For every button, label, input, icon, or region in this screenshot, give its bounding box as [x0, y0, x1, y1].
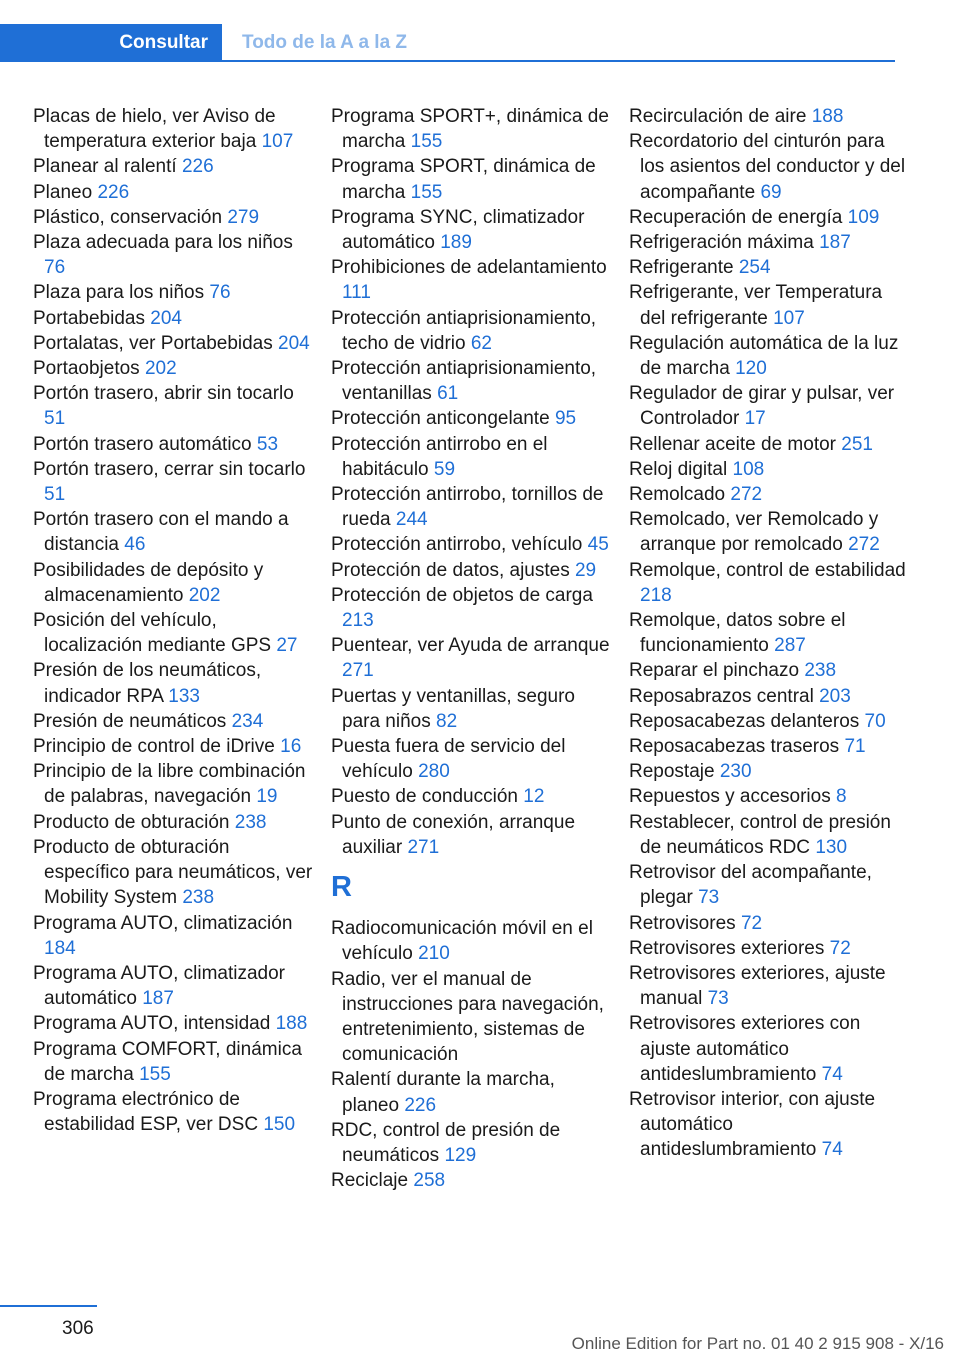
- index-entry: [33, 280, 313, 305]
- page-link[interactable]: 244: [395, 509, 428, 531]
- edition-note: Online Edition for Part no. 01 40 2 915 908 - X/16: [571, 1334, 944, 1353]
- index-entry-text: Puentear, ver Ayuda de arranque: [331, 635, 610, 657]
- page-link[interactable]: 279: [227, 206, 260, 228]
- index-entry: [331, 406, 611, 431]
- index-entry: [629, 734, 909, 759]
- index-entry-text: Reloj digital: [629, 458, 728, 480]
- index-entry-text: Reposacabezas delanteros: [629, 710, 860, 732]
- footer-rule: [0, 1305, 97, 1307]
- index-entry: [331, 558, 611, 583]
- index-column-1: [33, 104, 313, 1137]
- page-link[interactable]: 187: [142, 988, 174, 1010]
- index-entry-text: Planeo: [33, 181, 93, 203]
- page-link[interactable]: 238: [804, 660, 837, 682]
- page-link[interactable]: 109: [847, 206, 880, 228]
- index-entry: [331, 810, 611, 860]
- index-entry: [33, 104, 313, 154]
- index-entry-text: Puertas y ventanillas, seguro para niños: [331, 685, 575, 732]
- index-entry: [331, 583, 611, 633]
- page-link[interactable]: 17: [744, 408, 766, 430]
- index-entry-text: Regulación automática de la luz de marcha: [629, 332, 899, 380]
- page-link[interactable]: 27: [276, 635, 298, 657]
- index-entry: [331, 104, 611, 154]
- page-link[interactable]: 203: [819, 685, 851, 707]
- page-link[interactable]: 120: [735, 358, 767, 380]
- index-entry-text: Retrovisor interior, con ajuste automático antideslumbramiento: [629, 1088, 876, 1161]
- page-link[interactable]: 72: [740, 912, 763, 934]
- index-entry: [331, 1118, 611, 1168]
- index-entry: [629, 280, 909, 330]
- page-link[interactable]: 204: [278, 332, 310, 354]
- index-entry-text: Protección antirrobo en el habitáculo: [331, 433, 548, 480]
- index-entry-text: Producto de obturación específico para neumáticos, ver Mobility System: [33, 836, 313, 909]
- index-entry-text: Rellenar aceite de motor: [629, 433, 836, 455]
- index-entry: [629, 507, 909, 557]
- page-link[interactable]: 204: [150, 307, 182, 329]
- index-entry: [629, 709, 909, 734]
- index-entry-text: Programa electrónico de estabilidad ESP, ver DSC: [33, 1088, 259, 1136]
- index-entry-text: Protección de objetos de carga: [331, 584, 593, 606]
- index-entry: [629, 1087, 909, 1163]
- index-entry-text: Principio de control de iDrive: [33, 736, 275, 758]
- index-entry-text: Puesto de conducción: [331, 786, 518, 808]
- page-link[interactable]: 271: [342, 660, 374, 682]
- index-entry: [33, 835, 313, 911]
- index-entry: [629, 658, 909, 683]
- index-entry-text: Retrovisores exteriores, ajuste manual: [629, 962, 886, 1010]
- page-link[interactable]: 150: [263, 1114, 296, 1136]
- index-entry-text: Repuestos y accesorios: [629, 786, 831, 808]
- tab-todo-a-z[interactable]: [242, 24, 407, 62]
- page-link[interactable]: 202: [144, 358, 177, 380]
- index-entry-text: Protección antirrobo, tornillos de rueda: [331, 484, 604, 531]
- index-entry: [629, 255, 909, 280]
- page-link[interactable]: 130: [815, 836, 848, 858]
- index-entry-text: RDC, control de presión de neumáticos: [331, 1119, 561, 1166]
- index-entry: [629, 911, 909, 936]
- page-link[interactable]: 155: [139, 1063, 171, 1085]
- index-entry: [33, 180, 313, 205]
- index-entry-text: Refrigerante, ver Temperatura del refrigerante: [629, 282, 883, 329]
- page-link[interactable]: 272: [848, 534, 880, 556]
- index-entry-text: Protección anticongelante: [331, 408, 550, 430]
- index-entry: [629, 860, 909, 910]
- index-entry: [629, 961, 909, 1011]
- index-entry-text: Ralentí durante la marcha, planeo: [331, 1069, 555, 1116]
- index-entry-text: Portón trasero, cerrar sin tocarlo: [33, 458, 306, 480]
- index-entry-text: Regulador de girar y pulsar, ver Controlador: [629, 383, 895, 430]
- index-entry: [33, 759, 313, 809]
- page-link[interactable]: 155: [410, 181, 443, 203]
- index-entry-text: Reparar el pinchazo: [629, 660, 800, 682]
- page-link[interactable]: 238: [182, 887, 215, 909]
- index-entry-text: Portón trasero automático: [33, 433, 252, 455]
- index-entry: [33, 1087, 313, 1137]
- index-entry: [629, 1011, 909, 1087]
- index-entry: [629, 381, 909, 431]
- index-entry: [629, 608, 909, 658]
- page-link[interactable]: 238: [234, 811, 267, 833]
- page-link[interactable]: 272: [730, 484, 763, 506]
- index-entry-text: Programa SPORT, dinámica de marcha: [331, 156, 596, 203]
- index-entry: [33, 1011, 313, 1036]
- index-entry-text: Programa AUTO, intensidad: [33, 1013, 271, 1035]
- index-entry-text: Programa AUTO, climatización: [33, 912, 293, 934]
- index-entry-text: Puesta fuera de servicio del vehículo: [331, 736, 566, 783]
- index-entry-text: Repostaje: [629, 761, 715, 783]
- page-link[interactable]: 12: [523, 786, 545, 808]
- index-entry: [629, 784, 909, 809]
- page-link[interactable]: 62: [470, 332, 492, 354]
- index-entry: [629, 457, 909, 482]
- index-entry-text: Refrigerante: [629, 257, 734, 279]
- page-link[interactable]: 226: [404, 1094, 437, 1116]
- page-link[interactable]: 53: [256, 433, 279, 455]
- index-entry-text: Programa SYNC, climatizador automático: [331, 206, 585, 254]
- index-entry-text: Portalatas, ver Portabebidas: [33, 332, 273, 354]
- page-link[interactable]: 61: [437, 383, 459, 405]
- page-link[interactable]: 251: [841, 433, 873, 455]
- index-entry-text: Plaza para los niños: [33, 282, 205, 304]
- page-link[interactable]: 226: [181, 156, 214, 178]
- index-entry-text: Protección antiaprisionamiento, techo de vidrio: [331, 307, 597, 354]
- index-entry: [331, 916, 611, 966]
- index-entry-text: Remolcado: [629, 484, 726, 506]
- index-column-3: [629, 104, 909, 1163]
- index-entry: [331, 633, 611, 683]
- index-entry-text: Principio de la libre combinación de palabras, navegación: [33, 761, 306, 808]
- index-entry-text: Protección antiaprisionamiento, ventanillas: [331, 358, 597, 405]
- index-entry: [331, 255, 611, 305]
- index-entry-text: Placas de hielo, ver Aviso de temperatura exterior baja: [33, 106, 276, 153]
- page-link[interactable]: 111: [342, 282, 371, 304]
- page-link[interactable]: 51: [44, 484, 66, 506]
- index-entry-text: Remolcado, ver Remolcado y arranque por remolcado: [629, 509, 879, 556]
- index-entry: [331, 1067, 611, 1117]
- page-link[interactable]: 133: [168, 685, 200, 707]
- index-entry-text: Recordatorio del cinturón para los asientos del conductor y del acompañante: [629, 131, 906, 203]
- page-link[interactable]: 72: [829, 937, 851, 959]
- page-link[interactable]: 45: [587, 534, 609, 556]
- index-entry: [331, 734, 611, 784]
- page-link[interactable]: 184: [44, 937, 76, 959]
- page-link[interactable]: 73: [698, 887, 720, 909]
- index-entry-text: Remolque, control de estabilidad: [629, 559, 906, 581]
- page-link[interactable]: 108: [732, 458, 765, 480]
- page-link[interactable]: 82: [436, 710, 458, 732]
- index-entry-text: Radio, ver el manual de instrucciones para navegación, entretenimiento, sistemas de comunicación: [331, 968, 604, 1066]
- page-link[interactable]: 8: [836, 786, 847, 808]
- index-entry: [331, 306, 611, 356]
- index-entry-text: Programa AUTO, climatizador automático: [33, 962, 286, 1010]
- index-entry: [331, 1168, 611, 1193]
- index-entry-text: Radiocomunicación móvil en el vehículo: [331, 918, 593, 965]
- page-link[interactable]: 188: [275, 1013, 308, 1035]
- index-entry-text: Refrigeración máxima: [629, 232, 814, 254]
- page-link[interactable]: 210: [418, 943, 450, 965]
- page-link[interactable]: 107: [773, 307, 805, 329]
- index-entry: [629, 558, 909, 608]
- page-link[interactable]: 71: [844, 736, 866, 758]
- index-entry: [629, 104, 909, 129]
- index-entry-text: Plástico, conservación: [33, 206, 223, 228]
- index-entry: [33, 1037, 313, 1087]
- page-link[interactable]: 74: [821, 1063, 843, 1085]
- page-link[interactable]: 155: [410, 131, 443, 153]
- index-entry-text: Retrovisores exteriores con ajuste automático antideslumbramiento: [629, 1013, 861, 1085]
- index-entry: [629, 759, 909, 784]
- index-entry-text: Presión de los neumáticos, indicador RPA: [33, 660, 262, 707]
- index-entry-text: Reposabrazos central: [629, 685, 814, 707]
- page-link[interactable]: 202: [188, 584, 221, 606]
- index-entry-text: Portón trasero, abrir sin tocarlo: [33, 383, 294, 405]
- index-entry-text: Reciclaje: [331, 1170, 409, 1192]
- index-entry-text: Producto de obturación: [33, 811, 230, 833]
- page-link[interactable]: 16: [280, 736, 302, 758]
- page-link[interactable]: 69: [760, 181, 782, 203]
- page-link[interactable]: 74: [821, 1139, 843, 1161]
- index-entry: [629, 129, 909, 205]
- index-entry: [33, 432, 313, 457]
- page-link[interactable]: 218: [640, 584, 672, 606]
- index-entry: [629, 331, 909, 381]
- index-entry-text: Retrovisores: [629, 912, 736, 934]
- page-link[interactable]: 95: [554, 408, 577, 430]
- index-entry: [33, 558, 313, 608]
- index-entry: [33, 961, 313, 1011]
- index-entry: [33, 356, 313, 381]
- index-entry: [33, 507, 313, 557]
- index-entry-text: Punto de conexión, arranque auxiliar: [331, 811, 576, 858]
- page-number: 306: [62, 1318, 94, 1339]
- index-entry: [33, 154, 313, 179]
- index-entry: [33, 306, 313, 331]
- index-entry-text: Portabebidas: [33, 307, 145, 329]
- index-entry-text: Planear al ralentí: [33, 156, 177, 178]
- index-entry: [629, 482, 909, 507]
- page-link[interactable]: 234: [231, 710, 264, 732]
- page-link[interactable]: 29: [574, 559, 597, 581]
- page-link[interactable]: 226: [97, 181, 130, 203]
- index-entry: [331, 154, 611, 204]
- index-entry: [331, 432, 611, 482]
- page-link[interactable]: 76: [44, 257, 66, 279]
- section-letter: R: [331, 871, 352, 904]
- index-entry-text: Plaza adecuada para los niños: [33, 232, 293, 254]
- index-entry-text: Protección de datos, ajustes: [331, 559, 570, 581]
- page-link[interactable]: 189: [440, 232, 472, 254]
- page-link[interactable]: 59: [433, 458, 456, 480]
- index-column-2: [331, 104, 611, 1193]
- page-link[interactable]: 254: [738, 257, 771, 279]
- page-link[interactable]: 129: [444, 1144, 477, 1166]
- page-link[interactable]: 46: [124, 534, 146, 556]
- index-entry: [331, 482, 611, 532]
- index-entry-text: Recuperación de energía: [629, 206, 843, 228]
- page-link[interactable]: 230: [719, 761, 752, 783]
- index-entry: [331, 356, 611, 406]
- page-link[interactable]: 188: [811, 106, 844, 127]
- index-entry: [331, 784, 611, 809]
- index-entry: [33, 230, 313, 280]
- index-entry: [33, 457, 313, 507]
- tab-consultar-label: Consultar: [119, 32, 208, 53]
- page-link[interactable]: 280: [418, 761, 450, 783]
- index-entry: [331, 532, 611, 557]
- page-link[interactable]: 107: [261, 131, 294, 153]
- index-entry: [33, 734, 313, 759]
- index-entry: [629, 205, 909, 230]
- index-entry: [33, 658, 313, 708]
- index-entry-text: Remolque, datos sobre el funcionamiento: [629, 610, 846, 657]
- index-entry: [33, 205, 313, 230]
- index-entry: [331, 205, 611, 255]
- index-entry: [331, 967, 611, 1068]
- index-entry: [33, 709, 313, 734]
- page-link[interactable]: 51: [44, 408, 66, 430]
- index-entry: [33, 608, 313, 658]
- index-entry-text: Posibilidades de depósito y almacenamiento: [33, 559, 264, 606]
- index-entry-text: Reposacabezas traseros: [629, 736, 840, 758]
- page-link[interactable]: 271: [407, 836, 440, 858]
- page-link[interactable]: 287: [774, 635, 806, 657]
- index-entry-text: Retrovisores exteriores: [629, 937, 825, 959]
- index-entry: [33, 331, 313, 356]
- tab-todo-a-z-label: Todo de la A a la Z: [242, 32, 408, 53]
- index-entry-text: Presión de neumáticos: [33, 710, 227, 732]
- index-entry-text: Restablecer, control de presión de neumáticos RDC: [629, 811, 891, 858]
- index-entry: [629, 230, 909, 255]
- index-entry-text: Posición del vehículo, localización mediante GPS: [33, 610, 272, 657]
- index-entry: [629, 432, 909, 457]
- index-entry: [629, 684, 909, 709]
- page-link[interactable]: 70: [864, 710, 886, 732]
- index-entry: [629, 810, 909, 860]
- index-entry-text: Programa COMFORT, dinámica de marcha: [33, 1038, 302, 1085]
- page-link[interactable]: 19: [256, 786, 278, 808]
- index-entry: [331, 684, 611, 734]
- index-entry-text: Prohibiciones de adelantamiento: [331, 257, 607, 279]
- header-rule: [0, 60, 895, 62]
- page-link[interactable]: 187: [819, 232, 851, 254]
- index-entry-text: Programa SPORT+, dinámica de marcha: [331, 106, 609, 153]
- index-entry: [33, 381, 313, 431]
- index-entry-text: Protección antirrobo, vehículo: [331, 534, 583, 556]
- index-entry-text: Retrovisor del acompañante, plegar: [629, 862, 872, 909]
- page-link[interactable]: 213: [342, 610, 374, 632]
- index-entry-text: Recirculación de aire: [629, 106, 807, 127]
- page-link[interactable]: 76: [209, 282, 231, 304]
- index-entry: [33, 911, 313, 961]
- page-link[interactable]: 73: [707, 988, 729, 1010]
- page-link[interactable]: 258: [413, 1170, 446, 1192]
- index-entry: [629, 936, 909, 961]
- index-entry: [33, 810, 313, 835]
- tab-consultar[interactable]: [0, 24, 222, 62]
- index-entry-text: Portaobjetos: [33, 358, 140, 380]
- index-entry-text: Portón trasero con el mando a distancia: [33, 509, 289, 556]
